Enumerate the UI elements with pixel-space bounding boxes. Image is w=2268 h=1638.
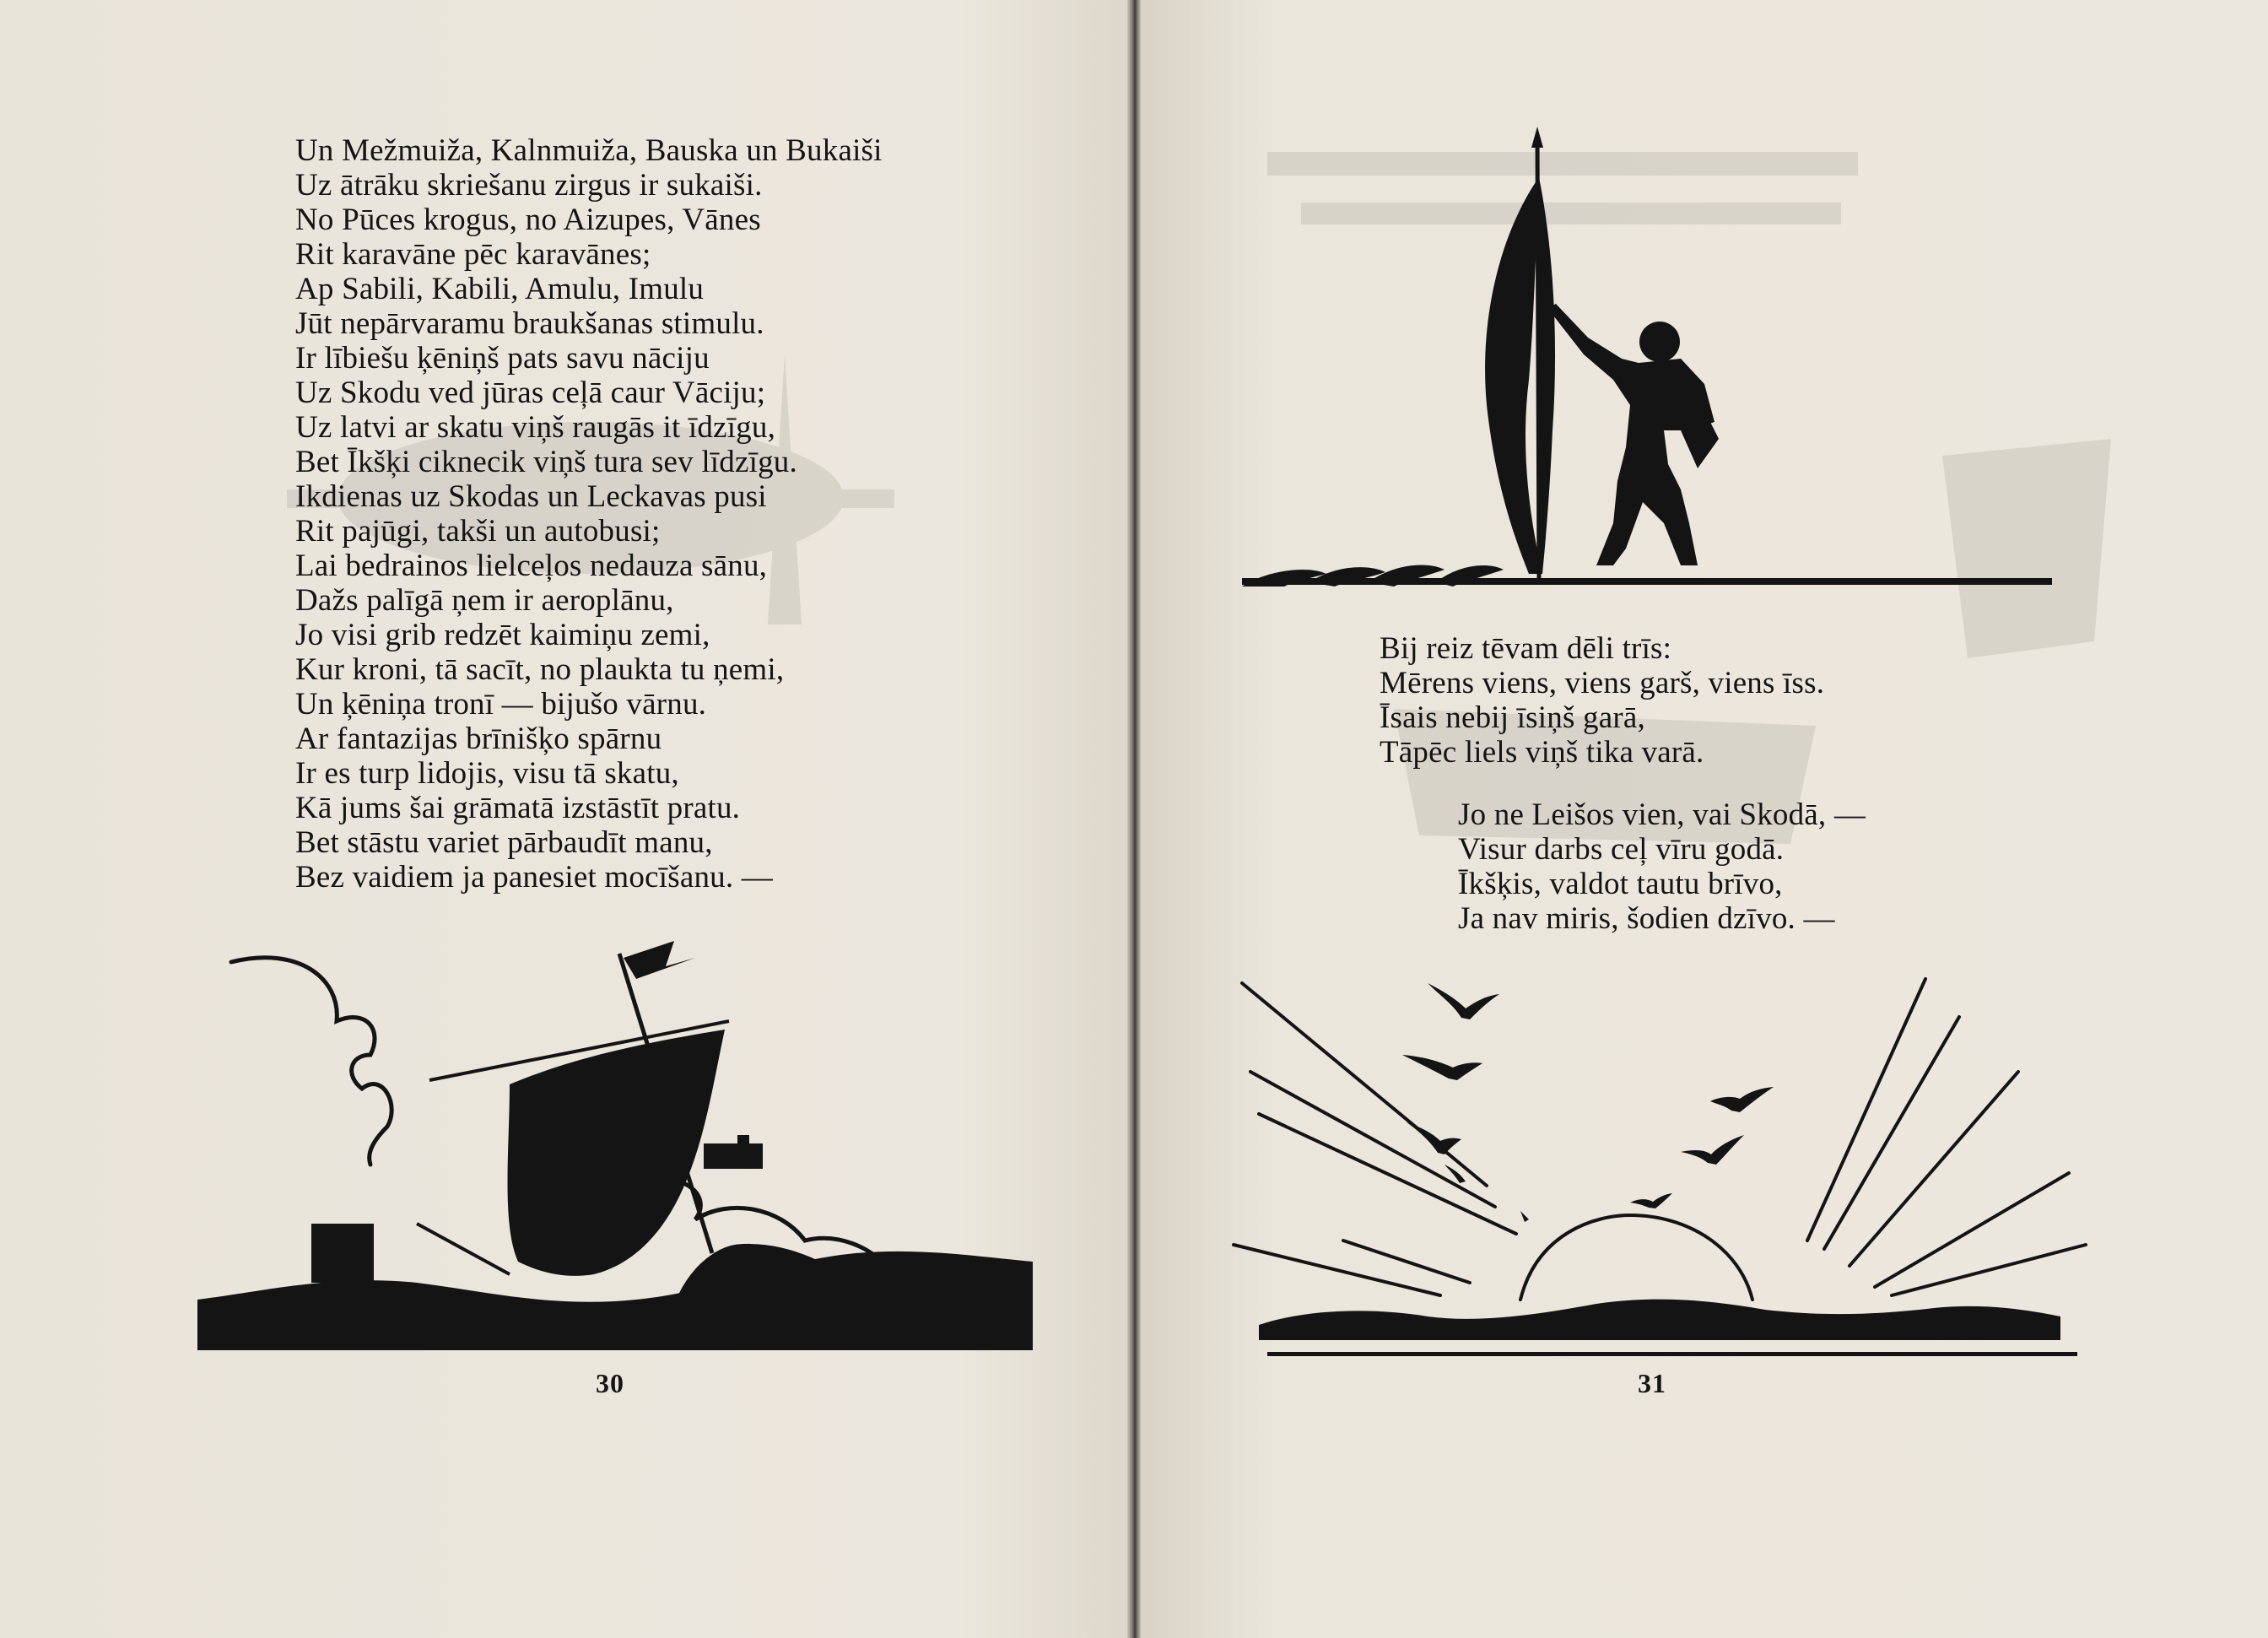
verse-line: Bet stāstu variet pārbaudīt manu, — [295, 825, 713, 860]
verse-line: Visur darbs ceļ vīru godā. — [1458, 832, 1785, 867]
right-verse-stanza-2 — [1458, 797, 1866, 936]
verse-line: Rit pajūgi, takši un autobusi; — [295, 514, 661, 549]
verse-line: Īkšķis, valdot tautu brīvo, — [1458, 867, 1783, 901]
verse-line: Ar fantazijas brīnišķo spārnu — [295, 722, 662, 756]
verse-line: Lai bedrainos lielceļos nedauza sānu, — [295, 549, 768, 583]
verse-line: Ir lībiešu ķēniņš pats savu nāciju — [295, 341, 710, 376]
sunrise-birds-illustration — [1234, 962, 2103, 1367]
page-number: 31 — [1638, 1368, 1666, 1398]
verse-line: Un Mežmuiža, Kalnmuiža, Bauska un Bukaiši — [295, 133, 883, 168]
verse-line: Bij reiz tēvam dēli trīs: — [1380, 631, 1672, 666]
verse-line: Uz latvi ar skatu viņš raugās it īdzīgu, — [295, 410, 776, 445]
verse-line: Kā jums šai grāmatā izstāstīt pratu. — [295, 791, 741, 825]
verse-line: Ap Sabili, Kabili, Amulu, Imulu — [295, 272, 705, 306]
verse-line: Tāpēc liels viņš tika varā. — [1380, 735, 1704, 770]
page-number: 30 — [596, 1368, 624, 1398]
right-verse-stanza-1 — [1380, 631, 1824, 770]
verse-line: Mērens viens, viens garš, viens īss. — [1380, 666, 1825, 700]
verse-line: Uz Skodu ved jūras ceļā caur Vāciju; — [295, 376, 766, 410]
sailboat-silhouette-illustration — [197, 928, 1033, 1359]
left-verse — [295, 133, 883, 895]
verse-line: Jūt nepārvaramu braukšanas stimulu. — [295, 306, 764, 341]
verse-line: Ir es turp lidojis, visu tā skatu, — [295, 756, 679, 791]
verse-line: Rit karavāne pēc karavānes; — [295, 237, 651, 272]
verse-line: No Pūces krogus, no Aizupes, Vānes — [295, 203, 761, 237]
verse-line: Kur kroni, tā sacīt, no plaukta tu ņemi, — [295, 652, 785, 687]
verse-line: Dažs palīgā ņem ir aeroplānu, — [295, 583, 674, 618]
verse-line: Ikdienas uz Skodas un Leckavas pusi — [295, 479, 767, 514]
verse-line: Ja nav miris, šodien dzīvo. — — [1458, 901, 1835, 936]
verse-line: Un ķēniņa tronī — bijušo vārnu. — [295, 687, 707, 722]
verse-line: Bez vaidiem ja panesiet mocīšanu. — — [295, 860, 773, 895]
right-page — [1141, 0, 2268, 1638]
man-with-flag-silhouette-illustration — [1242, 127, 2052, 599]
verse-line: Jo ne Leišos vien, vai Skodā, — — [1458, 797, 1866, 832]
verse-line: Uz ātrāku skriešanu zirgus ir sukaiši. — [295, 168, 763, 203]
verse-line: Bet Īkšķi ciknecik viņš tura sev līdzīgu. — [295, 445, 797, 479]
book-gutter — [1127, 0, 1141, 1638]
left-page — [0, 0, 1127, 1638]
verse-line: Jo visi grib redzēt kaimiņu zemi, — [295, 618, 710, 652]
verse-line: Īsais nebij īsiņš garā, — [1380, 700, 1645, 735]
